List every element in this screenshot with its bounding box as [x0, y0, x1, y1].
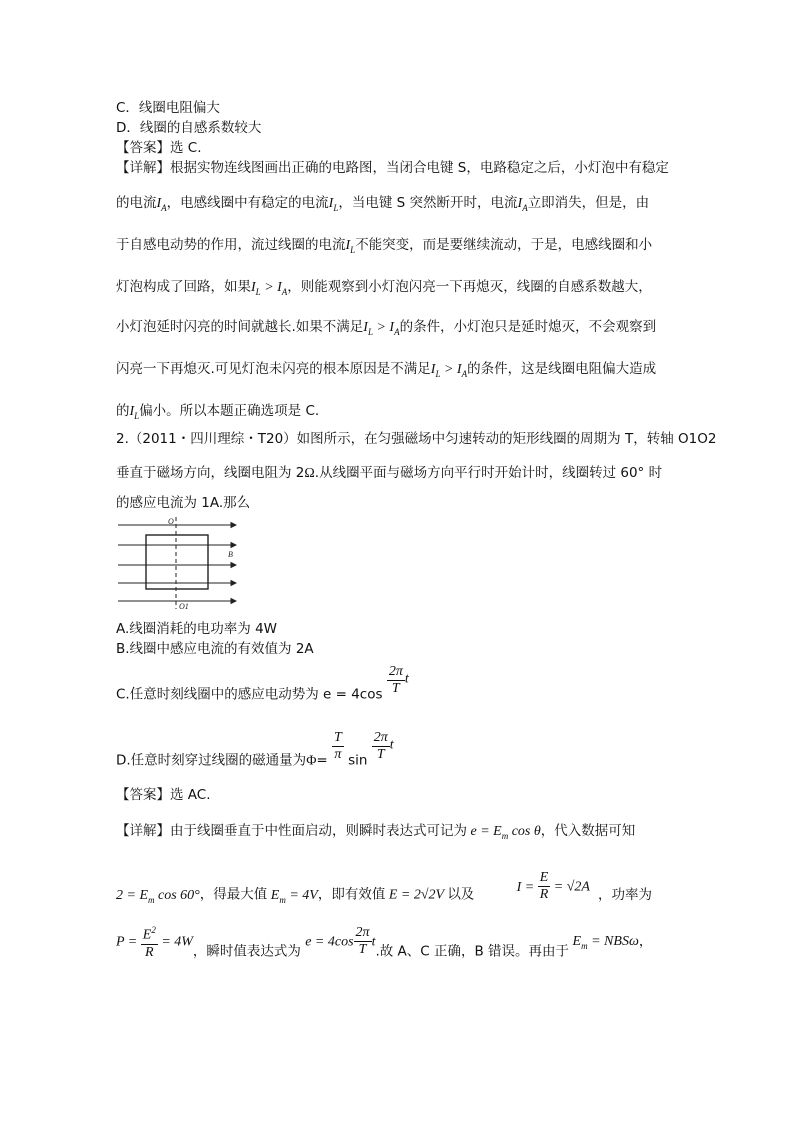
fraction-e2-over-r: $\frac{E^2}{R}$: [141, 922, 158, 961]
text: 于自感电动势的作用，流过线圈的电流: [116, 237, 346, 253]
detail-1-line7: [116, 402, 319, 425]
math-il: $I_L$: [129, 404, 140, 421]
text: 垂直于磁场方向，线圈电阻为 2: [116, 465, 305, 481]
detail-1-line2: [116, 194, 649, 217]
fraction-2pi-over-t: $\frac{2\pi}{T}$: [373, 730, 388, 762]
text: ，代入数据可知: [540, 823, 636, 839]
math-il-gt-ia: $I_L > I_A$: [251, 280, 288, 297]
math-t: t: [389, 737, 394, 753]
option-d: D．线圈的自感系数较大: [116, 120, 262, 136]
math-4w: = 4W: [157, 934, 193, 950]
text: .从线圈平面与磁场方向平行时开始计时，线圈转过 60° 时: [314, 465, 663, 481]
fraction-2pi-over-t: $\frac{2\pi}{T}$: [355, 924, 370, 957]
math-phi: Φ: [306, 753, 317, 769]
text: ，当电键 S 突然断开时，电流: [338, 195, 518, 211]
text: ，瞬时值表达式为: [192, 943, 301, 960]
q2-answer: 【答案】选 AC.: [116, 787, 211, 803]
text: ，电感线圈中有稳定的电流: [166, 195, 329, 211]
q2-detail-line1: [116, 822, 635, 845]
detail-1-line6: [116, 360, 656, 383]
math-il: $I_L$: [328, 196, 339, 213]
text: 立即消失，但是，由: [527, 195, 650, 211]
text: 以及: [447, 886, 475, 903]
text: 闪亮一下再熄灭.可见灯泡未闪亮的根本原因是不满足: [116, 361, 431, 377]
math-e-rms: E = 2√2V: [385, 887, 448, 903]
coil-field-figure: [116, 515, 242, 611]
answer-1: 【答案】选 C.: [116, 140, 202, 156]
fraction-t-over-pi: $\frac{T}{\pi}$: [334, 730, 342, 762]
text: 的: [116, 403, 130, 419]
detail-1-line5: [116, 318, 656, 341]
text: C.任意时刻线圈中的感应电动势为 e = 4cos: [116, 686, 383, 703]
detail-1-line3: [116, 236, 652, 259]
ohm-symbol: Ω: [304, 466, 315, 481]
text: 的条件，这是线圈电阻偏大造成: [467, 361, 657, 377]
detail-1-line4: [116, 278, 652, 301]
text: ，得最大值: [199, 886, 268, 903]
q2-option-d: [116, 730, 394, 770]
q2-detail-line3: [116, 922, 652, 961]
math-t: t: [371, 934, 376, 950]
q2-option-c: [116, 664, 409, 703]
math-ia: $I_A$: [156, 196, 167, 213]
math-il: $I_L$: [345, 238, 356, 255]
q2-option-b: B.线圈中感应电流的有效值为 2A: [116, 641, 314, 657]
text: 灯泡构成了回路，如果: [116, 279, 251, 295]
math-e-formula: $e = E_m$ cos θ: [467, 824, 541, 841]
q2-stem-line2: [116, 464, 662, 483]
math-t: t: [404, 671, 409, 687]
text: D.任意时刻穿过线圈的磁通量为: [116, 752, 307, 769]
text: 的电流: [116, 195, 157, 211]
option-c: C．线圈电阻偏大: [116, 100, 220, 116]
math-il-gt-ia: $I_L > I_A$: [363, 320, 400, 337]
q2-stem-line3: 的感应电流为 1A.那么: [116, 495, 251, 511]
text: 【详解】由于线圈垂直于中性面启动，则瞬时表达式可记为: [116, 823, 467, 839]
fraction-2pi-over-t: $\frac{2\pi}{T}$: [388, 664, 403, 696]
q2-detail-line2: [116, 870, 652, 904]
math-eq-60: $2 = E_m$ cos 60°: [116, 887, 200, 905]
text: 小灯泡延时闪亮的时间就越长.如果不满足: [116, 319, 364, 335]
fraction-e-over-r: $\frac{E}{R}$: [539, 870, 549, 902]
text: ，则能观察到小灯泡闪亮一下再熄灭，线圈的自感系数越大，: [287, 279, 652, 295]
math-il-gt-ia: $I_L > I_A$: [430, 362, 468, 379]
text: 不能突变，而是要继续流动，于是，电感线圈和小: [355, 237, 653, 253]
text: ，功率为: [597, 886, 652, 903]
math-ia: $I_A$: [517, 196, 528, 213]
math-em-nbsw: $E_m = NBS\omega$: [569, 934, 639, 952]
text: 偏小。所以本题正确选项是 C.: [139, 403, 320, 419]
text: ，: [638, 933, 653, 950]
text: 的条件，小灯泡只是延时熄灭，不会观察到: [399, 319, 657, 335]
math-em-4v: $E_m = 4V$: [267, 887, 318, 905]
text: .故 A、C 正确，B 错误。再由于: [375, 943, 570, 960]
text: =: [316, 752, 333, 769]
label-b: B: [228, 550, 233, 559]
math-p-eq: P =: [116, 934, 141, 950]
label-o1: O1: [179, 602, 189, 611]
text: ，即有效值: [317, 886, 386, 903]
sin: sin: [348, 752, 368, 769]
math-sqrt2a: = √2A: [550, 879, 590, 895]
q2-stem-line1: 2.（2011・四川理综・T20）如图所示，在匀强磁场中匀速转动的矩形线圈的周期为 T，转轴 O1O2: [116, 431, 717, 447]
label-o: O: [168, 517, 174, 526]
q2-option-a: A.线圈消耗的电功率为 4W: [116, 621, 278, 637]
math-e-4cos: e = 4cos: [305, 934, 354, 950]
coil: [146, 535, 208, 589]
detail-1-line1: 【详解】根据实物连线图画出正确的电路图，当闭合电键 S，电路稳定之后，小灯泡中有稳定: [116, 160, 669, 176]
math-i-eq: I =: [516, 879, 538, 895]
